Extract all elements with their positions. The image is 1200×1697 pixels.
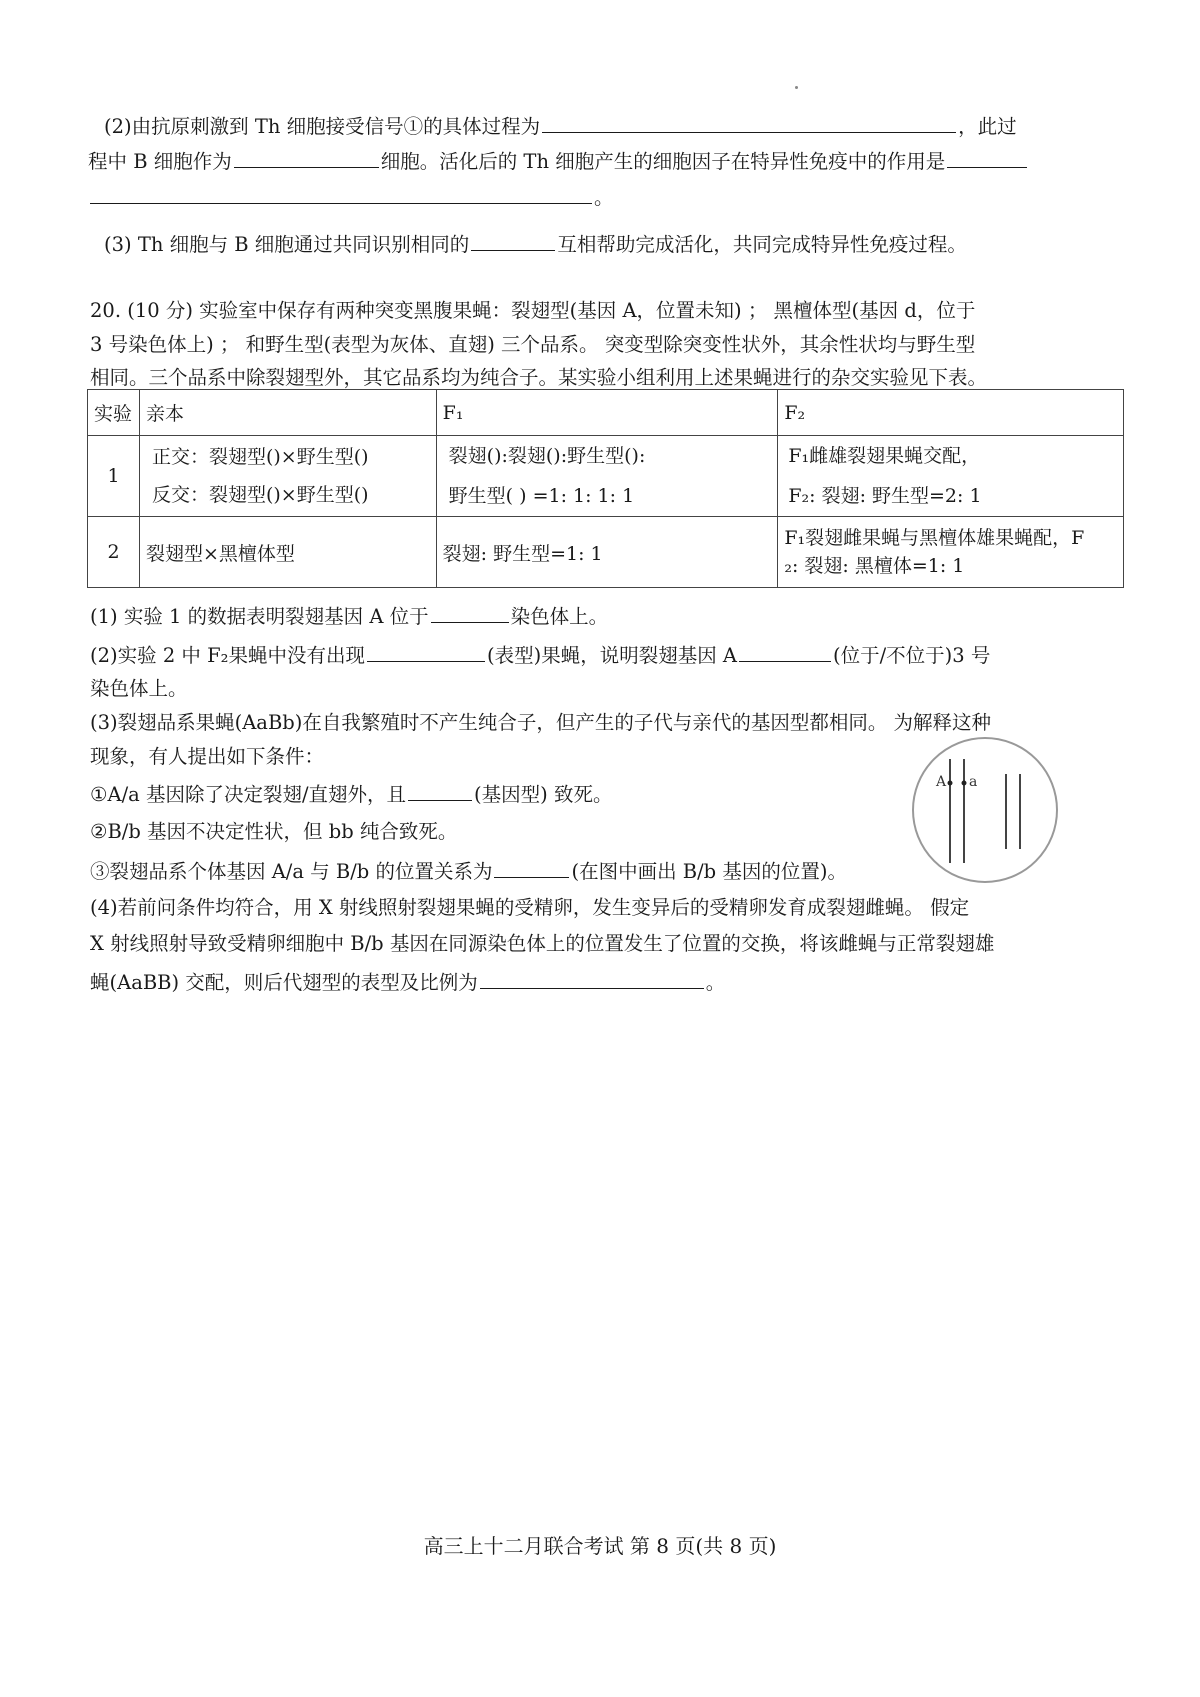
answer-blank[interactable]	[471, 230, 555, 251]
q19-part2-line3: 。	[88, 183, 614, 211]
table-row	[88, 436, 1124, 517]
q20-sub1: (1) 实验 1 的数据表明裂翅基因 A 位于 染色体上。	[90, 602, 608, 630]
q20-sub3-line2: 现象，有人提出如下条件：	[90, 745, 325, 768]
parent-cell: 裂翅型×黑檀体型	[139, 517, 436, 588]
f2-line: F₁雌雄裂翅果蝇交配，	[788, 445, 981, 467]
chromosome-diagram[interactable]	[912, 737, 1058, 883]
f1-cell: 裂翅: 野生型=1: 1	[436, 517, 778, 588]
experiment-number: 2	[88, 517, 140, 588]
q19-part2-line2: 程中 B 细胞作为 细胞。活化后的 Th 细胞产生的细胞因子在特异性免疫中的作用是	[88, 147, 1029, 175]
q20-condition3: ③裂翅品系个体基因 A/a 与 B/b 的位置关系为 (在图中画出 B/b 基因的位置)。	[90, 857, 847, 885]
answer-blank[interactable]	[90, 183, 592, 204]
q20-sub4-line3: 蝇(AaBB) 交配，则后代翅型的表型及比例为 。	[90, 968, 725, 996]
table-header-cell: 亲本	[139, 390, 436, 436]
f2-cell	[778, 517, 1124, 588]
table-row	[88, 517, 1124, 588]
f2-line: F₁裂翅雌果蝇与黑檀体雄果蝇配，F	[784, 527, 1085, 549]
table-header-row	[88, 390, 1124, 436]
table-header-cell: F₁	[436, 390, 778, 436]
q19-part3: (3) Th 细胞与 B 细胞通过共同识别相同的 互相帮助完成活化，共同完成特异性免疫过程。	[104, 230, 967, 258]
answer-blank[interactable]	[431, 602, 509, 623]
q20-intro-line1: 20. (10 分) 实验室中保存有两种突变黑腹果蝇：裂翅型(基因 A，位置未知) ； 黑檀体型(基因 d，位于	[90, 299, 976, 322]
f2-cell	[778, 436, 1124, 517]
answer-blank[interactable]	[494, 857, 569, 878]
q20-condition1: ①A/a 基因除了决定裂翅/直翅外，且 (基因型) 致死。	[90, 780, 612, 808]
gene-label-A: A	[936, 774, 947, 790]
f1-line: 野生型( ) =1: 1: 1: 1	[448, 485, 635, 507]
experiment-table	[87, 389, 1124, 588]
q20-sub2-line2: 染色体上。	[90, 677, 188, 700]
q20-condition2: ②B/b 基因不决定性状，但 bb 纯合致死。	[90, 820, 458, 843]
table-header-cell: 实验	[88, 390, 140, 436]
experiment-number: 1	[88, 436, 140, 517]
answer-blank[interactable]	[739, 641, 831, 662]
answer-blank[interactable]	[367, 641, 485, 662]
parent-cell	[139, 436, 436, 517]
answer-blank[interactable]	[542, 112, 956, 133]
answer-blank[interactable]	[234, 147, 379, 168]
f2-line: F₂: 裂翅: 野生型=2: 1	[788, 485, 982, 507]
q20-sub2-line1: (2)实验 2 中 F₂果蝇中没有出现 (表型)果蝇，说明裂翅基因 A (位于/不位于)3 号	[90, 641, 990, 669]
scan-dot	[795, 86, 798, 89]
answer-blank[interactable]	[480, 968, 704, 989]
f1-cell	[436, 436, 778, 517]
q20-sub3-line1: (3)裂翅品系果蝇(AaBb)在自我繁殖时不产生纯合子，但产生的子代与亲代的基因型都相同。 为解释这种	[90, 711, 992, 734]
q20-intro-line3: 相同。三个品系中除裂翅型外，其它品系均为纯合子。某实验小组利用上述果蝇进行的杂交实验见下表。	[90, 366, 988, 389]
gene-locus-dot	[948, 781, 953, 786]
chromosome-svg	[914, 739, 1056, 881]
page-footer: 高三上十二月联合考试 第 8 页(共 8 页)	[423, 1534, 777, 1558]
gene-label-a: a	[969, 774, 978, 790]
answer-blank[interactable]	[408, 780, 472, 801]
parent-forward-cross: 正交：裂翅型()×野生型()	[151, 446, 369, 468]
table-header-cell: F₂	[778, 390, 1124, 436]
f1-line: 裂翅():裂翅():野生型():	[448, 445, 646, 467]
q19-part2-line1: (2)由抗原刺激到 Th 细胞接受信号①的具体过程为 ，此过	[104, 112, 1017, 140]
q20-sub4-line1: (4)若前问条件均符合，用 X 射线照射裂翅果蝇的受精卵，发生变异后的受精卵发育成裂翅雌蝇。 假定	[90, 896, 970, 919]
f2-line: ₂: 裂翅: 黑檀体=1: 1	[784, 555, 965, 577]
answer-blank[interactable]	[947, 147, 1027, 168]
gene-locus-dot	[962, 781, 967, 786]
parent-reciprocal-cross: 反交：裂翅型()×野生型()	[151, 484, 369, 506]
q20-sub4-line2: X 射线照射导致受精卵细胞中 B/b 基因在同源染色体上的位置发生了位置的交换，将该雌蝇与正常裂翅雄	[90, 932, 995, 955]
q20-intro-line2: 3 号染色体上) ； 和野生型(表型为灰体、直翅) 三个品系。 突变型除突变性状外，其余性状均与野生型	[90, 333, 976, 356]
